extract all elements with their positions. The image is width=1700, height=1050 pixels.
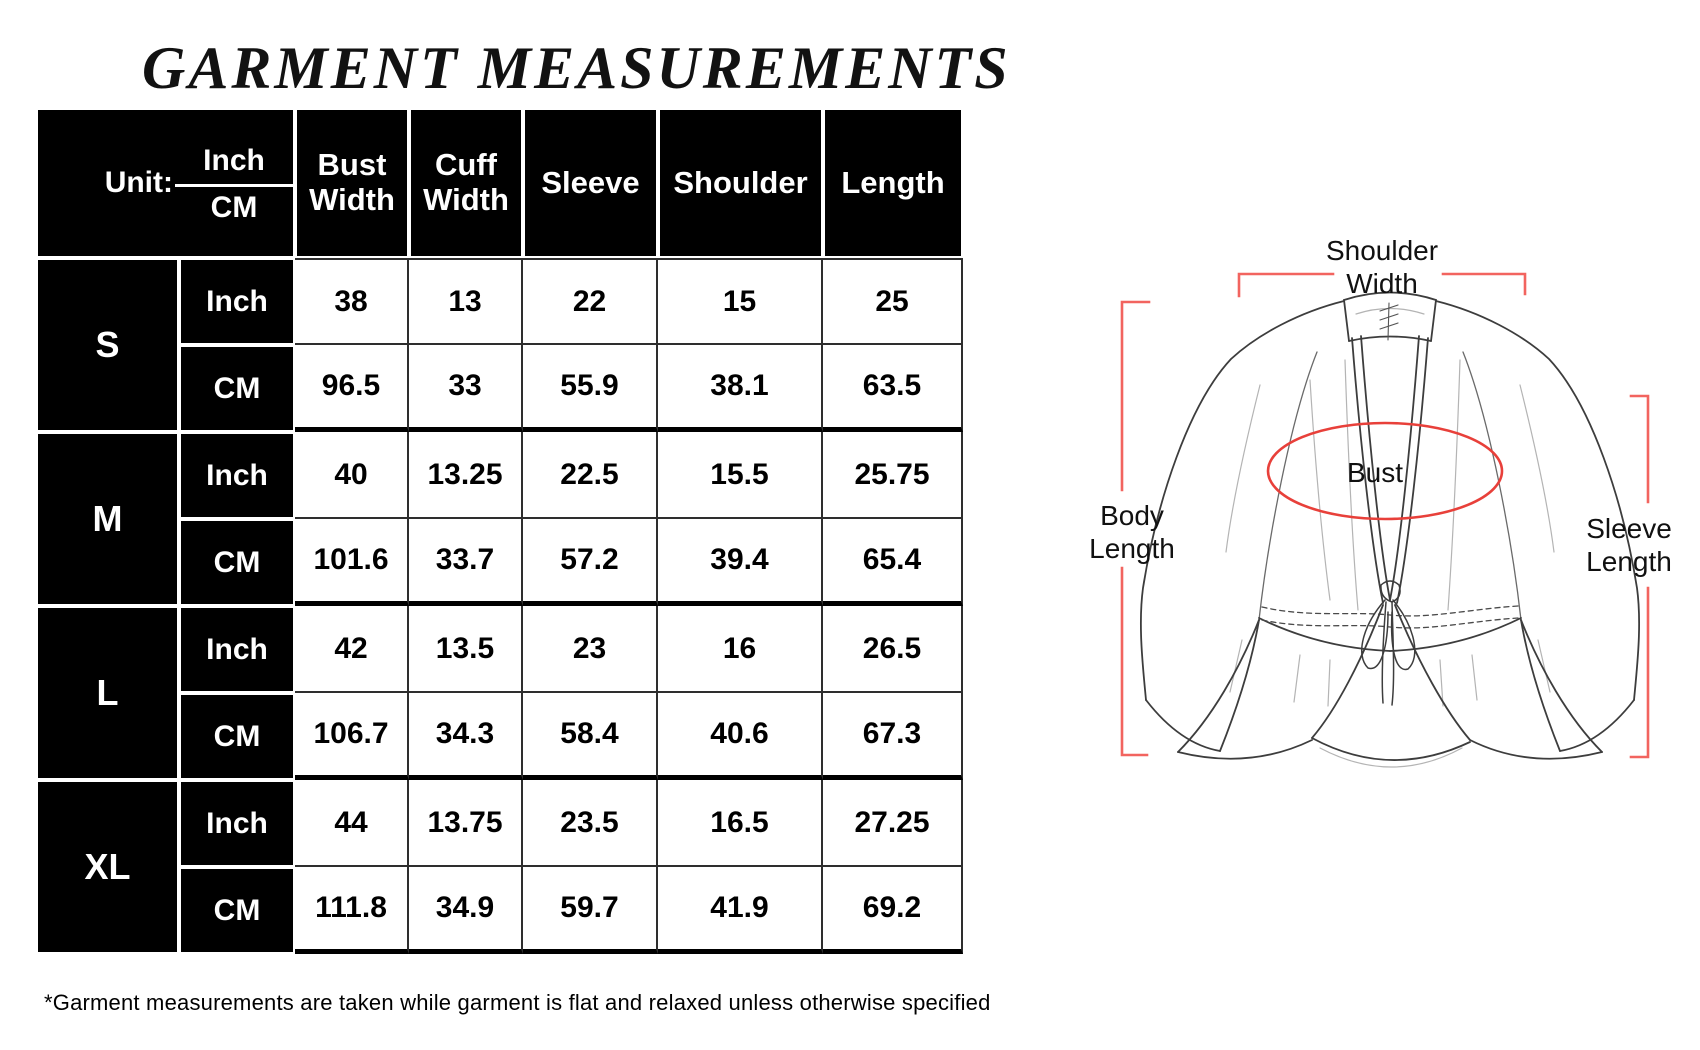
column-header-sleeve: Sleeve <box>523 108 658 258</box>
body-length-bracket-top <box>1122 302 1149 490</box>
unit-cell: Inch <box>179 258 295 345</box>
footnote: *Garment measurements are taken while garment is flat and relaxed unless otherwise specified <box>44 990 991 1015</box>
front-tie-bow <box>1362 581 1415 705</box>
unit-cell: CM <box>179 345 295 432</box>
unit-cell: CM <box>179 867 295 954</box>
measurements-table <box>36 108 963 954</box>
body-length-label-line1: Body <box>1100 500 1164 531</box>
value-cell: 44 <box>295 780 409 867</box>
unit-header-cell <box>36 108 295 258</box>
page-title: GARMENT MEASUREMENTS <box>142 35 1011 101</box>
unit-cell: Inch <box>179 432 295 519</box>
value-cell: 69.2 <box>823 867 963 954</box>
value-cell: 13.75 <box>409 780 523 867</box>
value-cell: 34.3 <box>409 693 523 780</box>
value-cell: 40.6 <box>658 693 823 780</box>
size-cell-l: L <box>36 606 179 780</box>
garment-diagram <box>1020 215 1690 790</box>
unit-stack <box>175 142 293 224</box>
value-cell: 15.5 <box>658 432 823 519</box>
value-cell: 39.4 <box>658 519 823 606</box>
value-cell: 57.2 <box>523 519 658 606</box>
value-cell: 34.9 <box>409 867 523 954</box>
value-cell: 38 <box>295 258 409 345</box>
value-cell: 25 <box>823 258 963 345</box>
value-cell: 13.25 <box>409 432 523 519</box>
left-cuff <box>1146 700 1220 751</box>
value-cell: 16 <box>658 606 823 693</box>
diagram-labels <box>1089 235 1672 577</box>
right-sleeve-inner <box>1521 620 1560 751</box>
value-cell: 22 <box>523 258 658 345</box>
value-cell: 59.7 <box>523 867 658 954</box>
value-cell: 23 <box>523 606 658 693</box>
value-cell: 63.5 <box>823 345 963 432</box>
right-cuff <box>1560 700 1634 751</box>
value-cell: 33.7 <box>409 519 523 606</box>
unit-label: Unit: <box>104 166 173 200</box>
sleeve-length-bracket-top <box>1631 396 1648 502</box>
value-cell: 15 <box>658 258 823 345</box>
value-cell: 67.3 <box>823 693 963 780</box>
value-cell: 55.9 <box>523 345 658 432</box>
column-header-cuff-width: Cuff Width <box>409 108 523 258</box>
skirt <box>1178 605 1602 760</box>
unit-cell: Inch <box>179 780 295 867</box>
measurement-annotations <box>1122 274 1648 757</box>
value-cell: 111.8 <box>295 867 409 954</box>
sleeve-length-label-line2: Length <box>1586 546 1672 577</box>
shoulder-width-label-line2: Width <box>1346 268 1418 299</box>
value-cell: 42 <box>295 606 409 693</box>
value-cell: 27.25 <box>823 780 963 867</box>
column-header-shoulder: Shoulder <box>658 108 823 258</box>
column-header-bust-width: Bust Width <box>295 108 409 258</box>
value-cell: 96.5 <box>295 345 409 432</box>
value-cell: 101.6 <box>295 519 409 606</box>
column-header-length: Length <box>823 108 963 258</box>
value-cell: 38.1 <box>658 345 823 432</box>
unit-inch-label: Inch <box>175 142 293 187</box>
value-cell: 13.5 <box>409 606 523 693</box>
garment-fold-lines <box>1226 309 1554 768</box>
value-cell: 13 <box>409 258 523 345</box>
value-cell: 58.4 <box>523 693 658 780</box>
value-cell: 40 <box>295 432 409 519</box>
bust-label: Bust <box>1346 457 1404 488</box>
shoulder-width-bracket-right <box>1443 274 1525 294</box>
value-cell: 26.5 <box>823 606 963 693</box>
sleeve-length-label-line1: Sleeve <box>1586 513 1672 544</box>
value-cell: 16.5 <box>658 780 823 867</box>
size-cell-xl: XL <box>36 780 179 954</box>
value-cell: 41.9 <box>658 867 823 954</box>
unit-cell: CM <box>179 519 295 606</box>
unit-cm-label: CM <box>210 190 258 224</box>
drawstring-dashed <box>1262 606 1518 628</box>
value-cell: 23.5 <box>523 780 658 867</box>
size-cell-s: S <box>36 258 179 432</box>
shoulder-width-label-line1: Shoulder <box>1325 235 1439 266</box>
value-cell: 33 <box>409 345 523 432</box>
value-cell: 25.75 <box>823 432 963 519</box>
size-cell-m: M <box>36 432 179 606</box>
body-length-label-line2: Length <box>1089 533 1175 564</box>
unit-cell: Inch <box>179 606 295 693</box>
value-cell: 65.4 <box>823 519 963 606</box>
value-cell: 106.7 <box>295 693 409 780</box>
shoulder-width-bracket-left <box>1239 274 1333 296</box>
value-cell: 22.5 <box>523 432 658 519</box>
unit-cell: CM <box>179 693 295 780</box>
waist-seam-right <box>1390 618 1521 651</box>
garment-illustration <box>1141 293 1639 768</box>
left-sleeve-inner <box>1220 620 1259 751</box>
